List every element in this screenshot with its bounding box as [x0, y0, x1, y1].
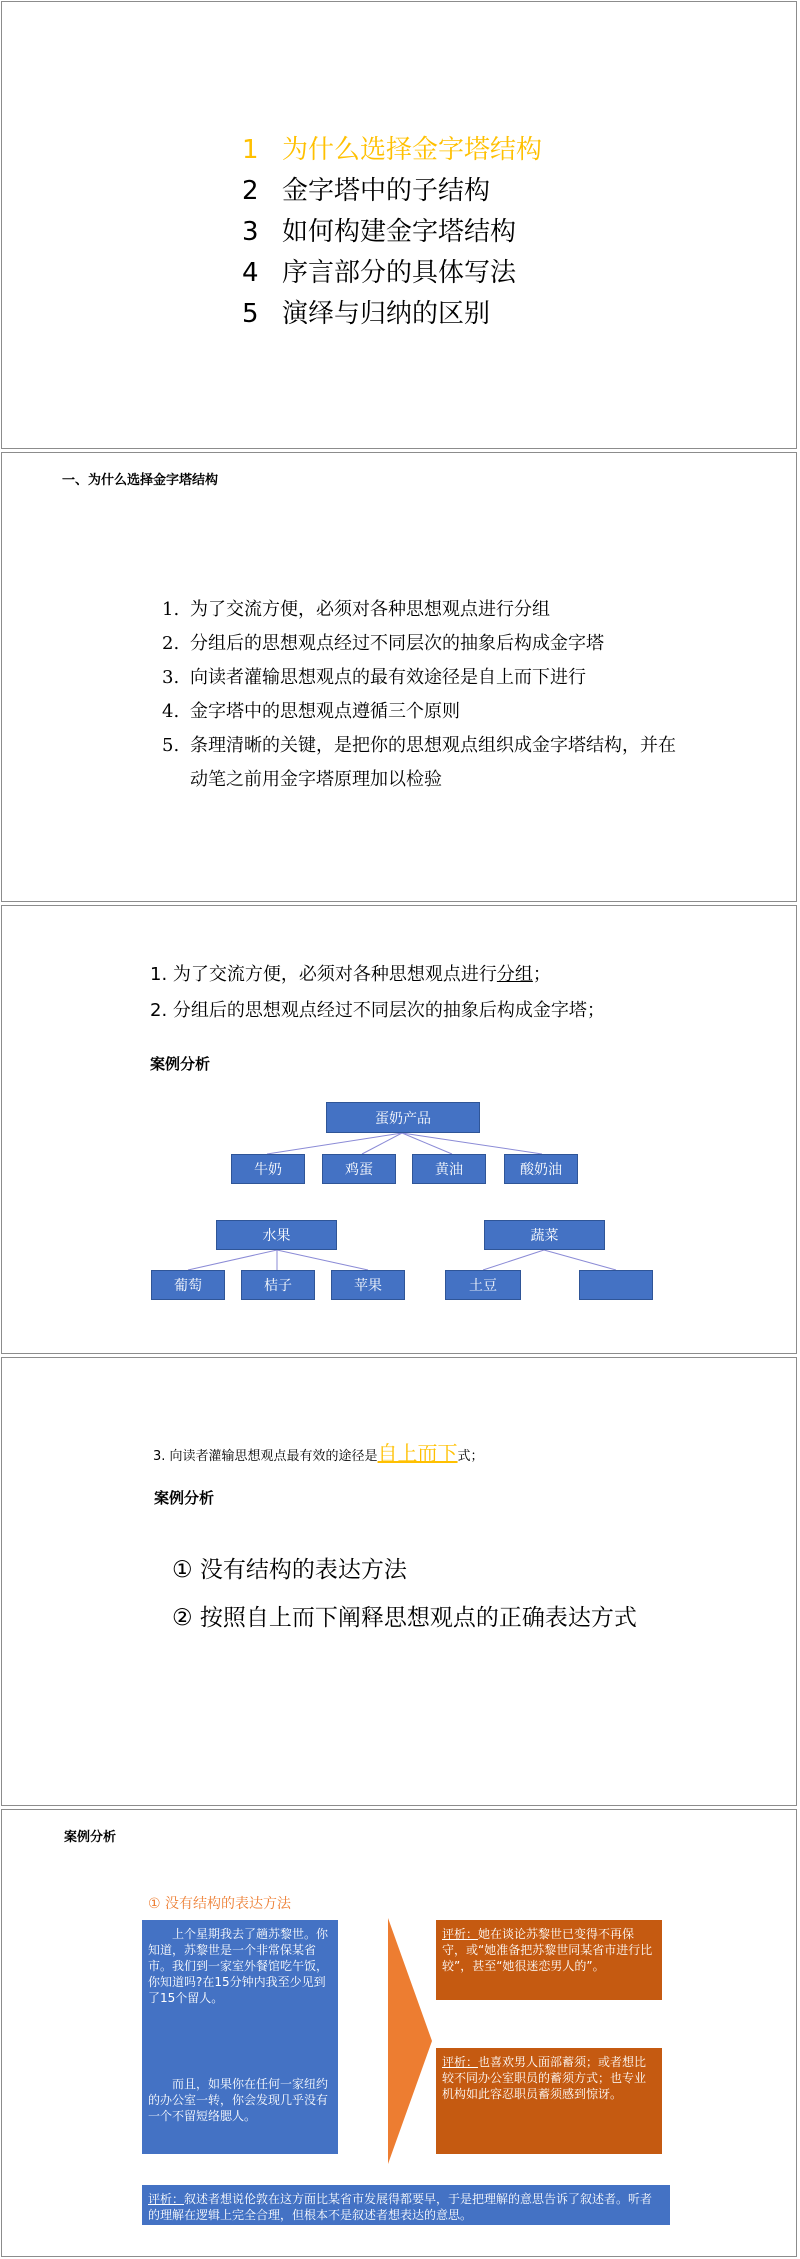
list-number: 3.	[162, 667, 180, 688]
bottom-comment	[142, 2185, 670, 2225]
list-text: 条理清晰的关键，是把你的思想观点组织成金字塔结构，并在动笔之前用金字塔原理加以检验	[190, 735, 676, 790]
comment-text: 叙述者想说伦敦在这方面比某省市发展得都要早，于是把理解的意思告诉了叙述者。听者的理解在逻辑上完全合理，但根本不是叙述者想表达的意思。	[148, 2192, 653, 2222]
toc-label: 演绎与归纳的区别	[282, 299, 491, 329]
list-number: 1.	[162, 599, 180, 620]
list-item	[162, 695, 682, 729]
list-item	[162, 593, 682, 627]
slide-title: 一、为什么选择金字塔结构	[62, 473, 219, 488]
toc-number: 3	[242, 217, 259, 247]
toc-label: 为什么选择金字塔结构	[282, 135, 543, 165]
toc-label: 金字塔中的子结构	[282, 176, 491, 206]
point-1-emphasis: 分组	[496, 964, 533, 985]
list-item	[162, 661, 682, 695]
point-1-suffix: ；	[532, 964, 551, 985]
slide-contents	[1, 1, 797, 449]
point-3-emphasis: 自上而下	[377, 1441, 458, 1465]
tree-node: 鸡蛋	[322, 1154, 396, 1184]
list-number: 5.	[162, 735, 180, 756]
list-text: 分组后的思想观点经过不同层次的抽象后构成金字塔	[190, 633, 604, 654]
tree-node-fruit: 水果	[216, 1220, 337, 1250]
comment-label: 评析：	[442, 2055, 479, 2069]
toc-number: 2	[242, 176, 259, 206]
comment-2	[436, 2048, 662, 2154]
table-of-contents	[242, 130, 542, 335]
slide-case-unstructured	[1, 1809, 797, 2257]
case-heading: 案例分析	[154, 1489, 215, 1507]
list-item	[162, 729, 682, 797]
point-3-suffix: 式；	[457, 1449, 484, 1464]
tree-node: 黄油	[412, 1154, 486, 1184]
toc-item-2[interactable]	[242, 171, 542, 212]
point-3	[153, 1437, 484, 1466]
point-3-text: 3. 向读者灌输思想观点最有效的途径是	[153, 1449, 378, 1464]
tree-node-vegetable: 蔬菜	[484, 1220, 605, 1250]
tree-node: 桔子	[241, 1270, 315, 1300]
toc-number: 1	[242, 135, 259, 165]
list-number: 2.	[162, 633, 180, 654]
tree-node-empty	[579, 1270, 653, 1300]
tree-node: 葡萄	[151, 1270, 225, 1300]
tree-node-dairy: 蛋奶产品	[326, 1102, 480, 1133]
point-2: 2. 分组后的思想观点经过不同层次的抽象后构成金字塔；	[150, 1000, 605, 1021]
tree-node: 土豆	[445, 1270, 521, 1300]
tree-node: 酸奶油	[504, 1154, 578, 1184]
numbered-list	[162, 593, 682, 797]
slide-why-pyramid	[1, 452, 797, 902]
arrow-icon	[388, 1918, 432, 2164]
comment-text: 她在谈论苏黎世已变得不再保守，或“她准备把苏黎世同某省市进行比较”，甚至“她很迷恋男人的”。	[442, 1927, 653, 1973]
list-item	[162, 627, 682, 661]
comment-1	[436, 1920, 662, 2000]
slide-grouping-example	[1, 905, 797, 1354]
toc-item-1[interactable]	[242, 130, 542, 171]
toc-number: 4	[242, 258, 259, 288]
comment-label: 评析：	[442, 1927, 479, 1941]
comment-text: 也喜欢男人面部蓄须；或者想比较不同办公室职员的蓄须方式；也专业机构如此容忍职员蓄须感到惊讶。	[442, 2055, 647, 2101]
list-number: 4.	[162, 701, 180, 722]
option-2: ② 按照自上而下阐释思想观点的正确表达方式	[172, 1605, 637, 1631]
case-heading: 案例分析	[150, 1055, 211, 1073]
list-text: 向读者灌输思想观点的最有效途径是自上而下进行	[190, 667, 586, 688]
slide-top-down	[1, 1357, 797, 1806]
toc-label: 如何构建金字塔结构	[282, 217, 517, 247]
comment-label: 评析：	[148, 2192, 185, 2206]
case-heading: 案例分析	[64, 1830, 117, 1845]
toc-number: 5	[242, 299, 259, 329]
list-text: 为了交流方便，必须对各种思想观点进行分组	[190, 599, 550, 620]
toc-item-5[interactable]	[242, 294, 542, 335]
story-paragraph-1: 上个星期我去了趟苏黎世。你知道，苏黎世是一个非常保某省市。我们到一家室外餐馆吃午饭，你知道吗?在15分钟内我至少见到了15个留人。	[142, 1920, 338, 2054]
tree-node: 苹果	[331, 1270, 405, 1300]
toc-item-4[interactable]	[242, 253, 542, 294]
point-1-text: 1. 为了交流方便，必须对各种思想观点进行	[150, 964, 497, 985]
toc-item-3[interactable]	[242, 212, 542, 253]
story-paragraph-2: 而且，如果你在任何一家纽约的办公室一转，你会发现几乎没有一个不留短络腮人。	[142, 2054, 338, 2154]
case-subtitle: ① 没有结构的表达方法	[148, 1896, 292, 1912]
list-text: 金字塔中的思想观点遵循三个原则	[190, 701, 460, 722]
option-1: ① 没有结构的表达方法	[172, 1557, 407, 1583]
toc-label: 序言部分的具体写法	[282, 258, 517, 288]
tree-node: 牛奶	[231, 1154, 305, 1184]
